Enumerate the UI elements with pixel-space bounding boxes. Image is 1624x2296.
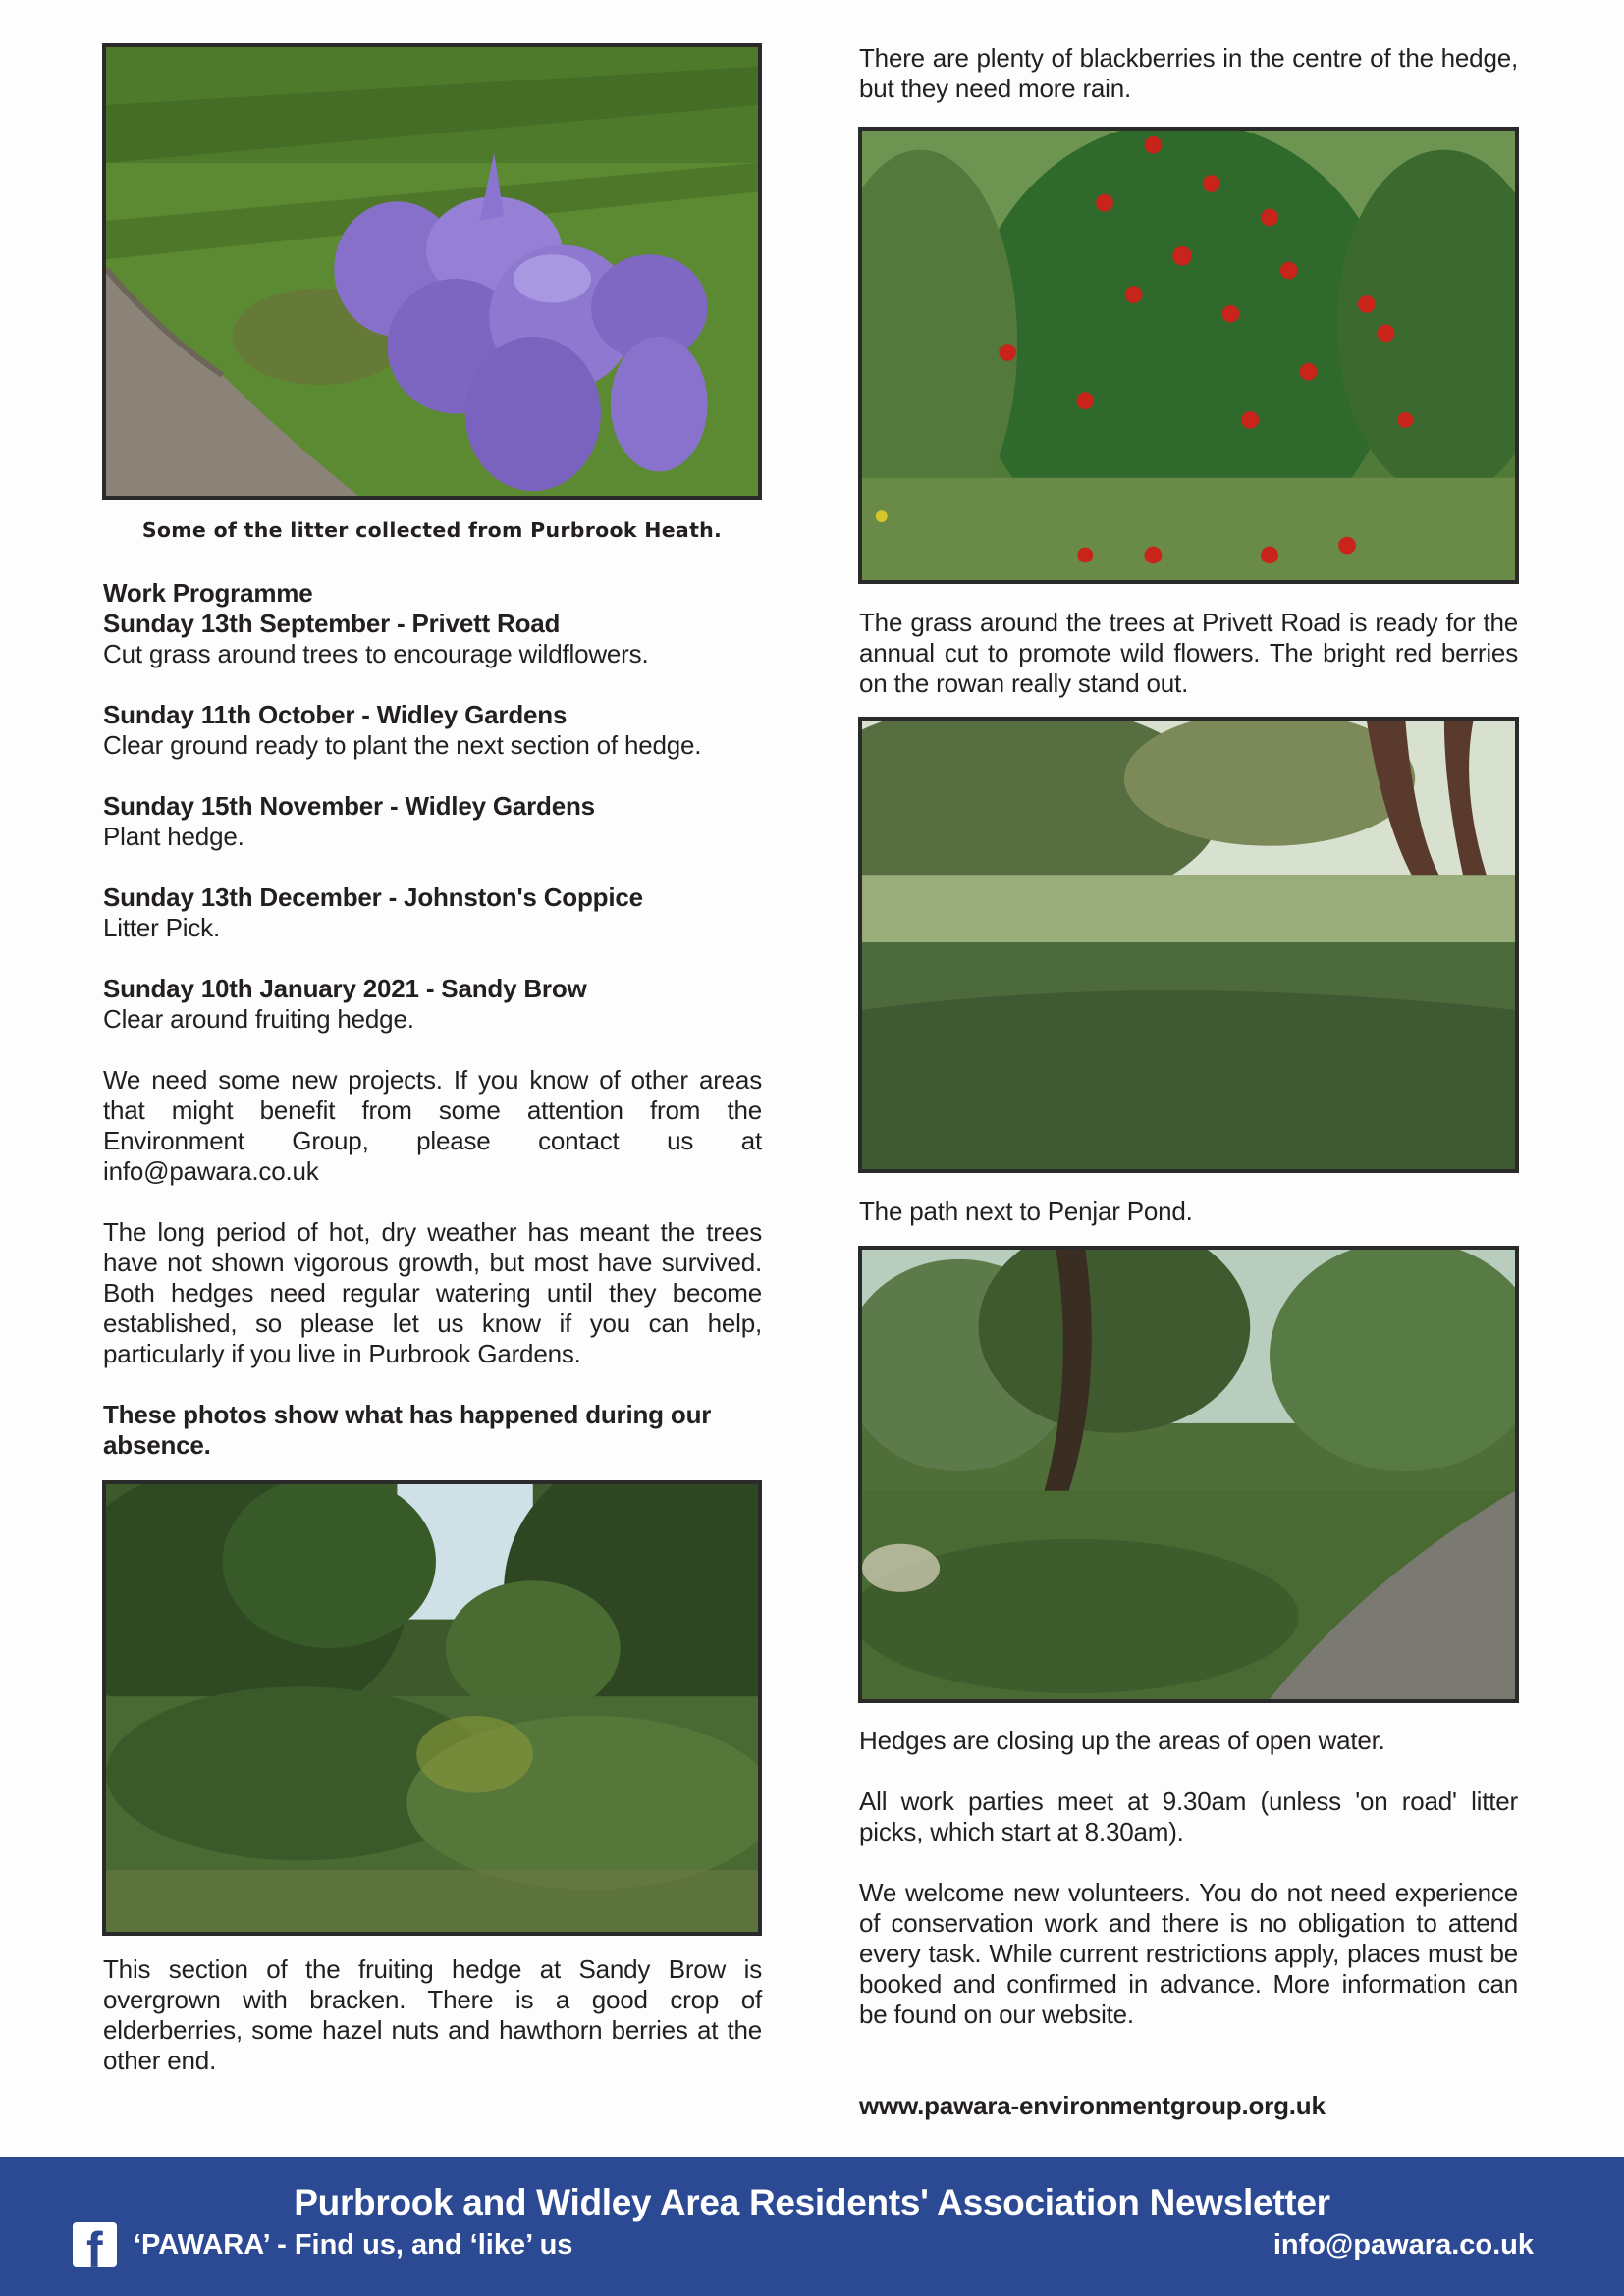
- meeting-text: All work parties meet at 9.30am (unless 'on road' litter picks, which start at 8.30am).: [859, 1787, 1518, 1846]
- event-title: Sunday 13th September - Privett Road: [103, 609, 561, 638]
- penjar-caption: The path next to Penjar Pond.: [859, 1197, 1193, 1226]
- sandy-brow-caption: This section of the fruiting hedge at Sandy Brow is overgrown with bracken. There is a good crop of elderberries, some hazel nuts and hawthorn berries at the other end.: [103, 1954, 762, 2075]
- newsletter-footer: [0, 2157, 1624, 2296]
- rowan-caption: The grass around the trees at Privett Road is ready for the annual cut to promote wild flowers. The bright red berries on the rowan really stand out.: [859, 608, 1518, 698]
- photos-heading: These photos show what has happened during our absence.: [103, 1400, 712, 1460]
- photo-litter-bags: [102, 43, 762, 500]
- litter-photo-caption: Some of the litter collected from Purbrook Heath.: [141, 518, 723, 542]
- projects-text: We need some new projects. If you know of other areas that might benefit from some attention from the Environment Group, please contact us at: [103, 1065, 762, 1155]
- event-task: Clear around fruiting hedge.: [103, 1004, 414, 1034]
- photo-pond-hedges: [858, 1246, 1519, 1703]
- facebook-icon[interactable]: [73, 2222, 117, 2267]
- event-task: Litter Pick.: [103, 913, 220, 942]
- facebook-link-text[interactable]: ‘PAWARA’ - Find us, and ‘like’ us: [134, 2229, 573, 2261]
- volunteers-text: We welcome new volunteers. You do not need experience of conservation work and there is no obligation to attend every task. While current restrictions apply, places must be booked and confirmed in advance. More information can be found on our website.: [859, 1878, 1518, 2029]
- photo-overgrown-hedge: [102, 1480, 762, 1936]
- event-title: Sunday 13th December - Johnston's Coppice: [103, 882, 643, 912]
- hedges-caption: Hedges are closing up the areas of open water.: [859, 1726, 1385, 1755]
- event-task: Plant hedge.: [103, 822, 244, 851]
- event-title: Sunday 15th November - Widley Gardens: [103, 791, 595, 821]
- event-title: Sunday 10th January 2021 - Sandy Brow: [103, 974, 587, 1003]
- projects-email-link[interactable]: info@pawara.co.uk: [103, 1156, 319, 1186]
- photo-meadow-path: [858, 717, 1519, 1173]
- photo-rowan-tree: [858, 127, 1519, 584]
- footer-email-link[interactable]: info@pawara.co.uk: [1272, 2229, 1534, 2261]
- event-title: Sunday 11th October - Widley Gardens: [103, 700, 568, 729]
- footer-title: Purbrook and Widley Area Residents' Association Newsletter: [294, 2182, 1330, 2222]
- event-task: Cut grass around trees to encourage wildflowers.: [103, 639, 649, 668]
- website-link[interactable]: www.pawara-environmentgroup.org.uk: [859, 2091, 1326, 2120]
- work-programme-heading: Work Programme: [103, 578, 313, 608]
- weather-paragraph: The long period of hot, dry weather has meant the trees have not shown vigorous growth, but most have survived. Both hedges need regular watering until they become established, so please let us know if you can help, particularly if you live in Purbrook Gardens.: [103, 1217, 762, 1368]
- event-task: Clear ground ready to plant the next section of hedge.: [103, 730, 702, 760]
- projects-paragraph: [103, 1065, 762, 1187]
- facebook-glyph: f: [86, 2222, 103, 2267]
- blackberries-text: There are plenty of blackberries in the centre of the hedge, but they need more rain.: [859, 43, 1518, 103]
